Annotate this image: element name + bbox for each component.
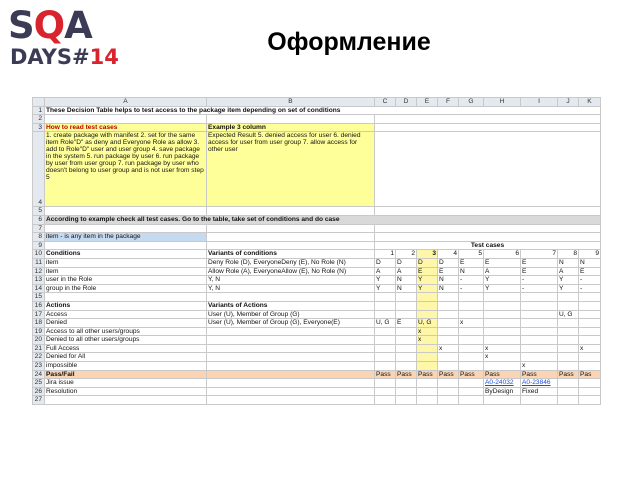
cell[interactable] <box>207 241 375 250</box>
row-header[interactable]: 21 <box>33 344 45 353</box>
cell[interactable] <box>459 336 484 345</box>
cell[interactable] <box>396 344 417 353</box>
row-header[interactable]: 19 <box>33 327 45 336</box>
cell[interactable]: item <box>45 258 207 267</box>
column-header-row <box>33 98 601 107</box>
cell[interactable]: N <box>396 276 417 285</box>
cell[interactable] <box>207 336 375 345</box>
cell[interactable] <box>438 336 459 345</box>
col-header-f[interactable]: F <box>438 98 459 107</box>
cell[interactable] <box>521 293 558 302</box>
cell[interactable] <box>438 387 459 396</box>
row-header[interactable]: 16 <box>33 301 45 310</box>
cell[interactable] <box>207 344 375 353</box>
cell-variants-of-conditions[interactable]: Variants of conditions <box>207 250 375 259</box>
row-header[interactable]: 3 <box>33 123 45 132</box>
cell[interactable] <box>521 327 558 336</box>
row-header[interactable]: 25 <box>33 379 45 388</box>
cell[interactable] <box>484 362 521 371</box>
cell[interactable] <box>438 396 459 405</box>
sheet-row-17 <box>33 310 601 319</box>
cell[interactable]: E <box>438 267 459 276</box>
cell[interactable] <box>207 207 375 216</box>
cell[interactable]: E <box>417 267 438 276</box>
case-number-8[interactable]: 8 <box>558 250 579 259</box>
cell-a1[interactable]: These Decision Table helps to test access to the package item depending on set of conditions <box>45 106 601 115</box>
cell[interactable]: Y <box>417 284 438 293</box>
cell[interactable]: E <box>521 258 558 267</box>
cell[interactable] <box>375 132 601 207</box>
cell-actions[interactable]: Actions <box>45 301 207 310</box>
cell[interactable]: Allow Role (A), EveryoneAllow (E), No Role (N) <box>207 267 375 276</box>
cell[interactable] <box>45 207 207 216</box>
sheet-row-2 <box>33 115 601 124</box>
cell[interactable]: N <box>396 284 417 293</box>
cell-conditions[interactable]: Conditions <box>45 250 207 259</box>
cell[interactable]: Fixed <box>521 387 558 396</box>
cell[interactable] <box>459 353 484 362</box>
row-header[interactable]: 2 <box>33 115 45 124</box>
cell[interactable]: E <box>579 267 601 276</box>
cell[interactable] <box>459 310 484 319</box>
cell[interactable]: D <box>375 258 396 267</box>
cell[interactable] <box>558 319 579 328</box>
cell[interactable]: Pass <box>484 370 521 379</box>
case-number-7[interactable]: 7 <box>521 250 558 259</box>
cell[interactable] <box>396 396 417 405</box>
cell-b4[interactable]: Expected Result 5. denied access for user 6. denied access for user from user group 7. allow access for other user <box>207 132 375 207</box>
cell[interactable] <box>45 241 207 250</box>
cell[interactable] <box>579 293 601 302</box>
row-header[interactable]: 12 <box>33 267 45 276</box>
cell[interactable]: - <box>521 276 558 285</box>
select-all-corner[interactable] <box>33 98 45 107</box>
cell[interactable] <box>417 310 438 319</box>
cell[interactable] <box>459 396 484 405</box>
cell[interactable] <box>579 319 601 328</box>
cell[interactable]: user in the Role <box>45 276 207 285</box>
cell[interactable]: - <box>459 284 484 293</box>
cell[interactable]: Y, N <box>207 284 375 293</box>
sheet-row-26 <box>33 387 601 396</box>
case-number-5[interactable]: 5 <box>459 250 484 259</box>
cell[interactable] <box>558 344 579 353</box>
cell[interactable] <box>45 115 207 124</box>
cell[interactable] <box>417 362 438 371</box>
col-header-k[interactable]: K <box>579 98 601 107</box>
cell[interactable] <box>558 327 579 336</box>
cell[interactable] <box>417 387 438 396</box>
cell[interactable]: x <box>579 344 601 353</box>
cell[interactable] <box>396 293 417 302</box>
sheet-row-9 <box>33 241 601 250</box>
sheet-row-22 <box>33 353 601 362</box>
spreadsheet <box>32 97 600 405</box>
cell[interactable]: Pas <box>579 370 601 379</box>
sheet-row-14 <box>33 284 601 293</box>
case-number-3[interactable]: 3 <box>417 250 438 259</box>
col-header-a[interactable]: A <box>45 98 207 107</box>
cell[interactable] <box>375 207 601 216</box>
cell[interactable] <box>438 362 459 371</box>
cell[interactable]: Pass <box>459 370 484 379</box>
cell-a6[interactable]: According to example check all test cases. Go to the table, take set of conditions and do case <box>45 215 601 224</box>
cell[interactable] <box>459 293 484 302</box>
cell-b3[interactable]: Example 3 column <box>207 123 375 132</box>
cell[interactable] <box>558 301 579 310</box>
cell[interactable]: User (U), Member of Group (G), Everyone(E) <box>207 319 375 328</box>
case-number-4[interactable]: 4 <box>438 250 459 259</box>
cell[interactable] <box>45 293 207 302</box>
row-header[interactable]: 8 <box>33 233 45 242</box>
cell[interactable] <box>459 327 484 336</box>
sheet-row-15 <box>33 293 601 302</box>
cell[interactable] <box>459 387 484 396</box>
col-header-h[interactable]: H <box>484 98 521 107</box>
sheet-row-11 <box>33 258 601 267</box>
cell[interactable]: N <box>459 267 484 276</box>
cell[interactable] <box>459 301 484 310</box>
cell[interactable]: Y <box>558 284 579 293</box>
cell[interactable] <box>207 396 375 405</box>
sheet-row-1 <box>33 106 601 115</box>
cell[interactable] <box>579 379 601 388</box>
cell[interactable] <box>375 327 396 336</box>
cell[interactable]: Pass <box>375 370 396 379</box>
cell[interactable]: Denied to all other users/groups <box>45 336 207 345</box>
cell[interactable] <box>417 396 438 405</box>
jira-link-a0-23846[interactable]: A0-23846 <box>521 379 558 388</box>
case-number-2[interactable]: 2 <box>396 250 417 259</box>
sheet-row-8 <box>33 233 601 242</box>
cell[interactable] <box>375 123 601 132</box>
sheet-row-24 <box>33 370 601 379</box>
cell[interactable] <box>438 301 459 310</box>
row-header[interactable]: 14 <box>33 284 45 293</box>
cell-a8[interactable]: item - is any item in the package <box>45 233 207 242</box>
cell[interactable] <box>396 327 417 336</box>
cell[interactable] <box>558 362 579 371</box>
sheet-row-18 <box>33 319 601 328</box>
row-header[interactable]: 15 <box>33 293 45 302</box>
cell[interactable] <box>438 319 459 328</box>
sheet-row-12 <box>33 267 601 276</box>
cell[interactable]: group in the Role <box>45 284 207 293</box>
cell[interactable] <box>558 353 579 362</box>
cell[interactable]: E <box>484 258 521 267</box>
cell[interactable] <box>558 387 579 396</box>
cell[interactable] <box>207 387 375 396</box>
cell[interactable]: x <box>459 319 484 328</box>
cell[interactable]: A <box>558 267 579 276</box>
cell[interactable]: U, G <box>558 310 579 319</box>
cell[interactable] <box>375 233 601 242</box>
cell[interactable]: - <box>521 284 558 293</box>
row-header[interactable]: 27 <box>33 396 45 405</box>
cell[interactable] <box>207 233 375 242</box>
cell[interactable] <box>558 396 579 405</box>
cell[interactable] <box>521 301 558 310</box>
cell[interactable] <box>375 115 601 124</box>
sheet-row-20 <box>33 336 601 345</box>
case-number-9[interactable]: 9 <box>579 250 601 259</box>
cell[interactable]: Y <box>375 276 396 285</box>
cell[interactable] <box>438 293 459 302</box>
sheet-row-23 <box>33 362 601 371</box>
jira-link-a0-24032[interactable]: A0-24032 <box>484 379 521 388</box>
cell[interactable]: U, G <box>375 319 396 328</box>
cell[interactable] <box>579 301 601 310</box>
cell[interactable]: x <box>417 336 438 345</box>
cell[interactable] <box>396 387 417 396</box>
row-header[interactable]: 9 <box>33 241 45 250</box>
cell[interactable] <box>207 370 375 379</box>
col-header-c[interactable]: C <box>375 98 396 107</box>
row-header[interactable]: 10 <box>33 250 45 259</box>
sheet-row-21 <box>33 344 601 353</box>
cell[interactable]: N <box>438 284 459 293</box>
cell[interactable]: x <box>484 353 521 362</box>
sheet-row-13 <box>33 276 601 285</box>
cell[interactable] <box>375 362 396 371</box>
row-header[interactable]: 5 <box>33 207 45 216</box>
slide-title: Оформление <box>267 28 431 56</box>
logo-letter-s: S <box>8 4 34 47</box>
cell[interactable]: A <box>375 267 396 276</box>
cell-a3[interactable]: How to read test cases <box>45 123 207 132</box>
row-header[interactable]: 13 <box>33 276 45 285</box>
cell[interactable]: x <box>417 327 438 336</box>
sheet-row-7 <box>33 224 601 233</box>
row-header[interactable]: 11 <box>33 258 45 267</box>
cell[interactable] <box>521 396 558 405</box>
cell[interactable] <box>375 387 396 396</box>
cell[interactable]: A <box>484 267 521 276</box>
cell[interactable] <box>579 327 601 336</box>
col-header-j[interactable]: J <box>558 98 579 107</box>
cell[interactable] <box>459 379 484 388</box>
row-header[interactable]: 18 <box>33 319 45 328</box>
cell[interactable] <box>521 310 558 319</box>
cell[interactable] <box>207 379 375 388</box>
cell[interactable] <box>521 336 558 345</box>
cell[interactable]: Pass <box>558 370 579 379</box>
sheet-row-19 <box>33 327 601 336</box>
cell[interactable] <box>579 387 601 396</box>
cell[interactable]: Deny Role (D), EveryoneDeny (E), No Role (N) <box>207 258 375 267</box>
cell[interactable]: - <box>459 276 484 285</box>
cell[interactable] <box>417 301 438 310</box>
row-header[interactable]: 23 <box>33 362 45 371</box>
cell[interactable] <box>558 336 579 345</box>
cell[interactable]: Denied for All <box>45 353 207 362</box>
cell[interactable] <box>579 310 601 319</box>
cell[interactable] <box>484 319 521 328</box>
cell[interactable]: Access <box>45 310 207 319</box>
cell[interactable]: Pass <box>438 370 459 379</box>
logo-days-label: DAYS# <box>10 45 90 69</box>
cell[interactable]: Pass <box>396 370 417 379</box>
row-header[interactable]: 4 <box>33 132 45 207</box>
sheet-row-27 <box>33 396 601 405</box>
cell[interactable] <box>396 362 417 371</box>
sheet-row-6 <box>33 215 601 224</box>
cell[interactable]: Y <box>417 276 438 285</box>
row-header[interactable]: 6 <box>33 215 45 224</box>
cell[interactable] <box>207 115 375 124</box>
cell[interactable] <box>375 353 396 362</box>
cell[interactable] <box>396 379 417 388</box>
cell[interactable]: ByDesign <box>484 387 521 396</box>
cell[interactable] <box>484 336 521 345</box>
cell-test-cases-header[interactable]: Test cases <box>375 241 601 250</box>
cell[interactable]: x <box>484 344 521 353</box>
cell[interactable] <box>521 344 558 353</box>
cell[interactable]: Access to all other users/groups <box>45 327 207 336</box>
row-header[interactable]: 24 <box>33 370 45 379</box>
cell[interactable]: D <box>396 258 417 267</box>
cell-a4[interactable]: 1. create package with manifest 2. set for the same item Role"D" as deny and Everyone Role as allow 3. add to Role"D" user and user group 4. save package in the system 5. run package by user 6. run package by user from user group 7. run package by user who doesn't belong to user group and is not user from step 5 <box>45 132 207 207</box>
cell[interactable] <box>375 396 396 405</box>
col-header-b[interactable]: B <box>207 98 375 107</box>
row-header[interactable]: 26 <box>33 387 45 396</box>
sheet-row-16 <box>33 301 601 310</box>
cell[interactable] <box>396 310 417 319</box>
case-number-6[interactable]: 6 <box>484 250 521 259</box>
cell[interactable] <box>207 224 375 233</box>
cell[interactable] <box>438 379 459 388</box>
cell[interactable] <box>438 327 459 336</box>
cell[interactable] <box>45 396 207 405</box>
row-header[interactable]: 22 <box>33 353 45 362</box>
cell[interactable]: User (U), Member of Group (G) <box>207 310 375 319</box>
cell[interactable]: Pass <box>521 370 558 379</box>
logo-days-number: 14 <box>89 45 119 69</box>
sheet-row-5 <box>33 207 601 216</box>
cell[interactable]: - <box>579 276 601 285</box>
cell[interactable] <box>375 301 396 310</box>
cell[interactable]: Y, N <box>207 276 375 285</box>
cell[interactable] <box>375 310 396 319</box>
cell[interactable]: x <box>438 344 459 353</box>
cell[interactable]: item <box>45 267 207 276</box>
col-header-e[interactable]: E <box>417 98 438 107</box>
cell[interactable] <box>521 319 558 328</box>
cell[interactable] <box>558 379 579 388</box>
row-header[interactable]: 1 <box>33 106 45 115</box>
cell[interactable]: Y <box>558 276 579 285</box>
cell[interactable] <box>579 353 601 362</box>
sheet-row-25 <box>33 379 601 388</box>
cell[interactable]: N <box>558 258 579 267</box>
cell[interactable]: x <box>521 362 558 371</box>
cell[interactable] <box>375 224 601 233</box>
cell[interactable]: N <box>438 276 459 285</box>
cell[interactable] <box>579 362 601 371</box>
cell[interactable] <box>375 344 396 353</box>
logo-letter-a: A <box>64 4 92 47</box>
cell[interactable]: E <box>396 319 417 328</box>
cell[interactable]: N <box>579 258 601 267</box>
sheet-row-4 <box>33 132 601 207</box>
cell[interactable] <box>396 301 417 310</box>
cell[interactable] <box>438 310 459 319</box>
cell[interactable] <box>375 379 396 388</box>
cell[interactable] <box>375 336 396 345</box>
cell[interactable] <box>417 379 438 388</box>
cell[interactable]: Resolution <box>45 387 207 396</box>
cell-variants-of-actions[interactable]: Variants of Actions <box>207 301 375 310</box>
cell[interactable] <box>579 336 601 345</box>
logo-letter-q: Q <box>33 4 65 47</box>
cell[interactable]: Y <box>484 276 521 285</box>
cell[interactable]: U, G <box>417 319 438 328</box>
cell[interactable] <box>484 301 521 310</box>
cell[interactable] <box>484 327 521 336</box>
cell[interactable] <box>207 293 375 302</box>
cell[interactable] <box>484 396 521 405</box>
spreadsheet-grid <box>32 97 601 405</box>
cell[interactable] <box>438 353 459 362</box>
case-number-1[interactable]: 1 <box>375 250 396 259</box>
cell[interactable]: Denied <box>45 319 207 328</box>
row-header[interactable]: 7 <box>33 224 45 233</box>
row-header[interactable]: 20 <box>33 336 45 345</box>
cell[interactable]: Y <box>484 284 521 293</box>
cell[interactable] <box>459 344 484 353</box>
cell[interactable] <box>417 293 438 302</box>
cell[interactable] <box>459 362 484 371</box>
cell[interactable]: Full Access <box>45 344 207 353</box>
cell[interactable] <box>207 327 375 336</box>
col-header-g[interactable]: G <box>459 98 484 107</box>
cell[interactable] <box>396 353 417 362</box>
cell[interactable] <box>558 293 579 302</box>
sheet-row-10 <box>33 250 601 259</box>
cell[interactable] <box>45 224 207 233</box>
cell[interactable] <box>375 293 396 302</box>
cell[interactable]: - <box>579 284 601 293</box>
cell[interactable] <box>396 336 417 345</box>
cell[interactable] <box>579 396 601 405</box>
cell[interactable] <box>417 353 438 362</box>
cell[interactable] <box>207 353 375 362</box>
cell-pass-fail[interactable]: Pass/Fail <box>45 370 207 379</box>
cell[interactable]: D <box>438 258 459 267</box>
sheet-row-3 <box>33 123 601 132</box>
cell[interactable]: Y <box>375 284 396 293</box>
cell[interactable] <box>521 353 558 362</box>
cell[interactable]: impossible <box>45 362 207 371</box>
cell[interactable]: Jira issue <box>45 379 207 388</box>
col-header-i[interactable]: I <box>521 98 558 107</box>
cell[interactable] <box>207 362 375 371</box>
cell[interactable] <box>484 293 521 302</box>
row-header[interactable]: 17 <box>33 310 45 319</box>
col-header-d[interactable]: D <box>396 98 417 107</box>
cell[interactable]: D <box>417 258 438 267</box>
cell[interactable]: E <box>459 258 484 267</box>
cell[interactable]: Pass <box>417 370 438 379</box>
cell[interactable] <box>417 344 438 353</box>
cell[interactable]: E <box>521 267 558 276</box>
cell[interactable]: A <box>396 267 417 276</box>
cell[interactable] <box>484 310 521 319</box>
